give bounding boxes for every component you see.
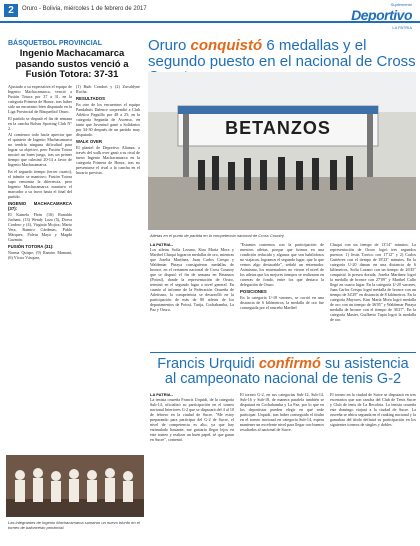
page-header bbox=[0, 0, 420, 34]
main-story-column-1 bbox=[150, 242, 234, 346]
section-divider bbox=[150, 352, 416, 353]
lineup: El Kamela Flein (16) Ronaldo Juchani, (13) Wendy Loza (5), Dorva Cordero y (4), Virginia Mojica; Mario Vera, Ramiro Cárdenas, Pablo Márquez, Poleta Maya y Magda Guzmán. bbox=[8, 211, 72, 242]
paragraph: El plantel de Deportivo Alianza, a través del walk over ganó a su rival de turno Ingenio Machacamarca en la categoría Primera de Honor, tras no presentarse el rival a la cancha en el horario previsto. bbox=[76, 145, 140, 175]
headline-rest: 6 medallas y el segundo puesto en el nacional de Cross bbox=[148, 37, 416, 70]
brand-super: Suplemento bbox=[390, 2, 412, 7]
walkover-heading: WALK OVER bbox=[76, 139, 103, 144]
positions-heading: POSICIONES bbox=[240, 289, 267, 294]
issue-date: Oruro - Bolivia, miércoles 1 de febrero de 2017 bbox=[22, 6, 147, 12]
main-photo-caption: Atletas en el punto de partida en la competencia nacional de Cross Country bbox=[150, 233, 284, 238]
results-heading: RESULTADOS bbox=[76, 96, 105, 101]
paragraph: (1) Ruth Condori y (2) Zuvaldyne Rocha. bbox=[76, 84, 140, 94]
paragraph: En otro de los encuentros el equipo Pandahuis Dalence sorprendió a Club Atlético Paguillo por 48 a 25; en la categoría Segunda de Ascenso, en tanto que Juventud ganó a Solidarios por 34-30 después de un partido muy disputado. bbox=[76, 102, 140, 137]
photo-banner-text: BETANZOS bbox=[225, 118, 331, 138]
paragraph: El partido se disputó el fin de semana en la cancha Bolsas Sporting Club N° 2. bbox=[8, 115, 72, 131]
paragraph: Ajustado a su expectativa el equipo de Ingenio Machacamarca, venció a Fusión Totora por 37 a 31, en la categoría Primera de Honor, tras haber sido un encuentro bien disputado en la Liga Provincial de Básquetbol Oruro. bbox=[8, 84, 72, 114]
headline-lead: Oruro bbox=[148, 37, 191, 54]
cross-country-photo bbox=[148, 72, 416, 230]
story-tag: LA PATRIA.- bbox=[150, 392, 174, 397]
paragraph: El torneo G-2, en sus categorías Sub-12, Sub-14, Sub-16 y Sub-18, de manera paralela también se disputará en Cochabamba y La Paz, por lo que en los deportistas pueden elegir en qué sede participar. Urquidi, tras haber conseguido el titular en el torneo nacional en categoría Sub-14, espera mantener un excelente nivel para llegar con buenos resultados al nacional de Sucre. bbox=[240, 392, 324, 432]
left-story-column-2 bbox=[76, 84, 140, 452]
lineup: Norma Quispe, (9) Ramiro Mamani, (6) Víctor Vásquez, bbox=[8, 249, 72, 260]
left-story-column-1 bbox=[8, 84, 72, 452]
main-story-column-3 bbox=[330, 242, 416, 346]
headline-accent: confirmó bbox=[258, 356, 321, 372]
second-story-headline bbox=[150, 357, 416, 387]
headline-lead: Francis Urquidi bbox=[157, 356, 259, 372]
lineup-heading: FUSIÓN TOTORA (31): bbox=[8, 243, 54, 249]
paragraph: Los atletas Sofía Lezano, Kim María Mora y Maribel Chaqui lograron medallas de oro, mientras que Joselia Martínez, Juan Carlos Crespo y Waldemar Pinaya consiguieron medallas de bronce, en el certamen nacional de Cross Country que se disputó el fin de semana en Betanzos (Potosí), donde la representación de Oruro, terminó en el segundo lugar a nivel general. En cuanto al informe de la Federación Orureña de Atletismo, la competencia se desarrolló en la participación de más de 80 atletas de los departamentos de Potosí, Tarija, Cochabamba, La Paz y Oruro. bbox=[150, 247, 234, 312]
left-photo-caption: Las integrantes de Ingenio Machacamarca sumaron un nuevo triunfo en el torneo de baloncesto provincial. bbox=[8, 520, 140, 530]
second-story-column-1 bbox=[150, 392, 234, 540]
paragraph: Al comienzo todo hacía apreciar que el quinteto de Ingenio Machacamarca no tendría ninguna dificultad para lograr su objetivo, pero Fusión Totora mostró un buen juego, tras un primer tiempo que culminó 20-14 a favor de Ingenio Machacamarca. bbox=[8, 132, 72, 167]
story-tag: LA PATRIA.- bbox=[150, 242, 174, 247]
paragraph: La tenista orureña Francis Urquidi, de la categoría Sub-14, oficializó su participación en el torneo nacional Interiores G-2 que se disputará del 4 al 10 de febrero en la ciudad de Sucre. "Me estoy preparando para participar del G-2 de Sucre, el nivel de competencia es alto, ya que hay estimulado bastante, me gustaría llegar lejos en este torneo y realizar un buen papel, sé que ganar en Sucre", comentó. bbox=[150, 397, 234, 442]
paragraph: Chaqui con un tiempo de 13'14" minutos. La representación de Oruro logró tres segundos puestos: 1) Jesús Torrico con 17'12" y 2) Carlos Gutiérrez con el tiempo de 18'23" minutos. En la categoría U-20 damas en una distancia de 6 kilómetros, Sofía Lozano con un tiempo de 26'45" conquistó la presea dorada, Joselia Martínez logró la medalla de bronce con 27'09" y Maribel Callo llegó en cuarto lugar. En la categoría U-20 varones, Juan Carlos Crespo logró medalla de bronce con un tiempo de 34'29" en distancia de 8 kilómetros. En la categoría Mayores, Kim María Mora logró medalla de oro con un tiempo de 36'05" y Waldemar Pinaya medalla de bronce con el tiempo de 36'27". En la categoría Master, Guilberto Tapia logró la medalla de oro. bbox=[330, 242, 416, 322]
brand-name: Deportivo bbox=[351, 7, 412, 23]
paragraph: En la categoría U-18 varones, se corrió en una distancia de 6 kilómetros, la medalla de oro fue conseguida por el orureño Maribel bbox=[240, 295, 324, 310]
paragraph: En el segundo tiempo (tercer cuarto), el trámite se mantuvo; Fusión Totora supo remontar la diferencia, pero Ingenio Machacamarca mantuvo el marcador a su favor hasta el final del partido. bbox=[8, 168, 72, 199]
left-story-kicker: BÁSQUETBOL PROVINCIAL bbox=[8, 40, 102, 47]
supplement-logo bbox=[351, 2, 412, 30]
second-story-column-3 bbox=[330, 392, 416, 540]
basketball-team-photo bbox=[6, 455, 144, 517]
page-number: 2 bbox=[4, 4, 18, 17]
lineup-heading: INGENIO MACHACAMARCA (37): bbox=[8, 200, 72, 211]
paragraph: "Estamos contentos con la participación de nuestros atletas, porque que fuimos en una condición reducida y algunos que son habilidosos no viajaron, logramos el segundo lugar, que lo que vemos algo destacable", señaló un entrenador. Asimismo, los entrenadores no vieron el nivel de los atletas que los mejores tiempos se realizaron en carreras de fondo, entre los que destaca la delegación de Oruro. bbox=[240, 242, 324, 287]
headline-accent: conquistó bbox=[190, 37, 263, 54]
main-story-column-2 bbox=[240, 242, 324, 346]
headline-rest: su asistencia al campeonato nacional de tenis G-2 bbox=[164, 356, 409, 387]
paragraph: El torneo en la ciudad de Sucre se disputará en tres escenarios que son cancha del Club de Tenis Sucre y Club de tenis de La Recoleta. La tenista orureña este domingo viajará a la ciudad de Sucre. La orureña se ubica segunda en el ranking nacional y la ganadora del título definirá su participación en los siguientes torneos de singles y dobles. bbox=[330, 392, 416, 427]
left-story-headline: Ingenio Machacamarca pasando sustos venció a Fusión Totora: 37-31 bbox=[15, 48, 129, 80]
second-story-column-2 bbox=[240, 392, 324, 540]
brand-sub: LA PATRIA bbox=[392, 25, 412, 30]
